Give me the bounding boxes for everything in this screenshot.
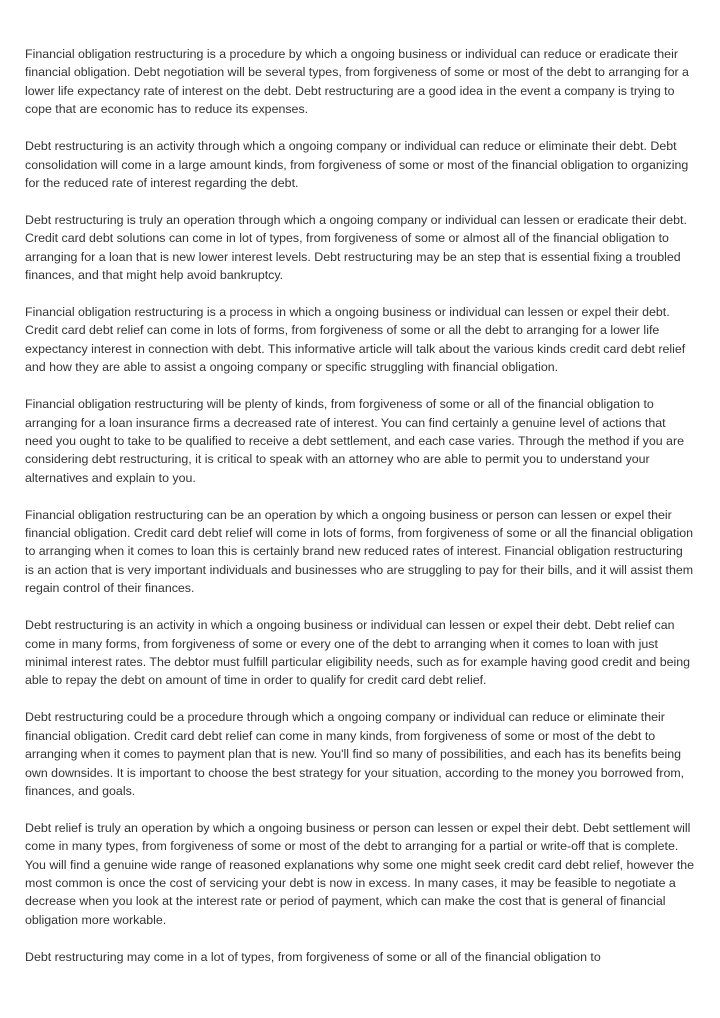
paragraph-8: Debt restructuring could be a procedure through which a ongoing company or individual can reduce or eliminate their financial obligation. Credit card debt relief can come in many kinds, from forgiveness of some or most of the debt to arranging when it comes to payment plan that is new. You'll find so many of possibilities, and each has its benefits being own downsides. It is important to choose the best strategy for your situation, according to the money you borrowed from, finances, and goals. xyxy=(25,710,685,798)
paragraph-5: Financial obligation restructuring will be plenty of kinds, from forgiveness of some or all of the financial obligation to arranging for a loan insurance firms a decreased rate of interest. You can find certainly a genuine level of actions that need you ought to take to be qualified to receive a debt settlement, and each case varies. Through the method if you are considering debt restructuring, it is critical to speak with an attorney who are able to permit you to understand your alternatives and explain to you. xyxy=(25,397,684,485)
paragraph-4: Financial obligation restructuring is a process in which a ongoing business or individual can lessen or expel their debt. Credit card debt relief can come in lots of forms, from forgiveness of some or all the debt to arranging for a lower life expectancy interest in connection with debt. This informative article will talk about the various kinds credit card debt relief and how they are able to assist a ongoing company or specific struggling with financial obligation. xyxy=(25,304,686,375)
paragraph-3: Debt restructuring is truly an operation through which a ongoing company or individual can lessen or eradicate their debt. Credit card debt solutions can come in lot of types, from forgiveness of some or almost all of the financial obligation to arranging for a loan that is new lower interest levels. Debt restructuring may be an step that is essential fixing a troubled finances, and that might help avoid bankruptcy. xyxy=(25,212,687,283)
paragraph-10: Debt restructuring may come in a lot of types, from forgiveness of some or all of the financial obligation to xyxy=(25,949,601,964)
paragraph-2: Debt restructuring is an activity through which a ongoing company or individual can reduce or eliminate their debt. Debt consolidation will come in a large amount kinds, from forgiveness of some or most of the financial obligation to organizing for the reduced rate of interest regarding the debt. xyxy=(25,139,689,190)
paragraph-9: Debt relief is truly an operation by which a ongoing business or person can lessen or expel their debt. Debt settlement will come in many types, from forgiveness of some or most of the debt to arranging for a partial or write-off that is complete. You will find a genuine wide range of reasoned explanations why some one might seek credit card debt relief, however the most common is once the cost of servicing your debt is now in excess. In many cases, it may be feasible to negotiate a decrease when you look at the interest rate or period of payment, which can make the cost that is general of financial obligation more workable. xyxy=(25,820,695,927)
paragraph-1: Financial obligation restructuring is a procedure by which a ongoing business or individual can reduce or eradicate their financial obligation. Debt negotiation will be several types, from forgiveness of some or most of the debt to arranging for a lower life expectancy rate of interest on the debt. Debt restructuring are a good idea in the event a company is trying to cope that are economic has to reduce its expenses. xyxy=(25,47,689,117)
paragraph-6: Financial obligation restructuring can be an operation by which a ongoing business or person can lessen or expel their financial obligation. Credit card debt relief will come in lots of forms, from forgiveness of some or all the financial obligation to arranging when it comes to loan this is certainly brand new reduced rates of interest. Financial obligation restructuring is an action that is very important individuals and businesses who are struggling to pay for their bills, and it will assist them regain control of their finances. xyxy=(25,507,694,596)
paragraph-7: Debt restructuring is an activity in which a ongoing business or individual can lessen or expel their debt. Debt relief can come in many forms, from forgiveness of some or every one of the debt to arranging when it comes to loan with just minimal interest rates. The debtor must fulfill particular eligibility needs, such as for example having good credit and being able to repay the debt on amount of time in order to qualify for credit card debt relief. xyxy=(25,618,691,688)
document-body xyxy=(25,45,695,985)
